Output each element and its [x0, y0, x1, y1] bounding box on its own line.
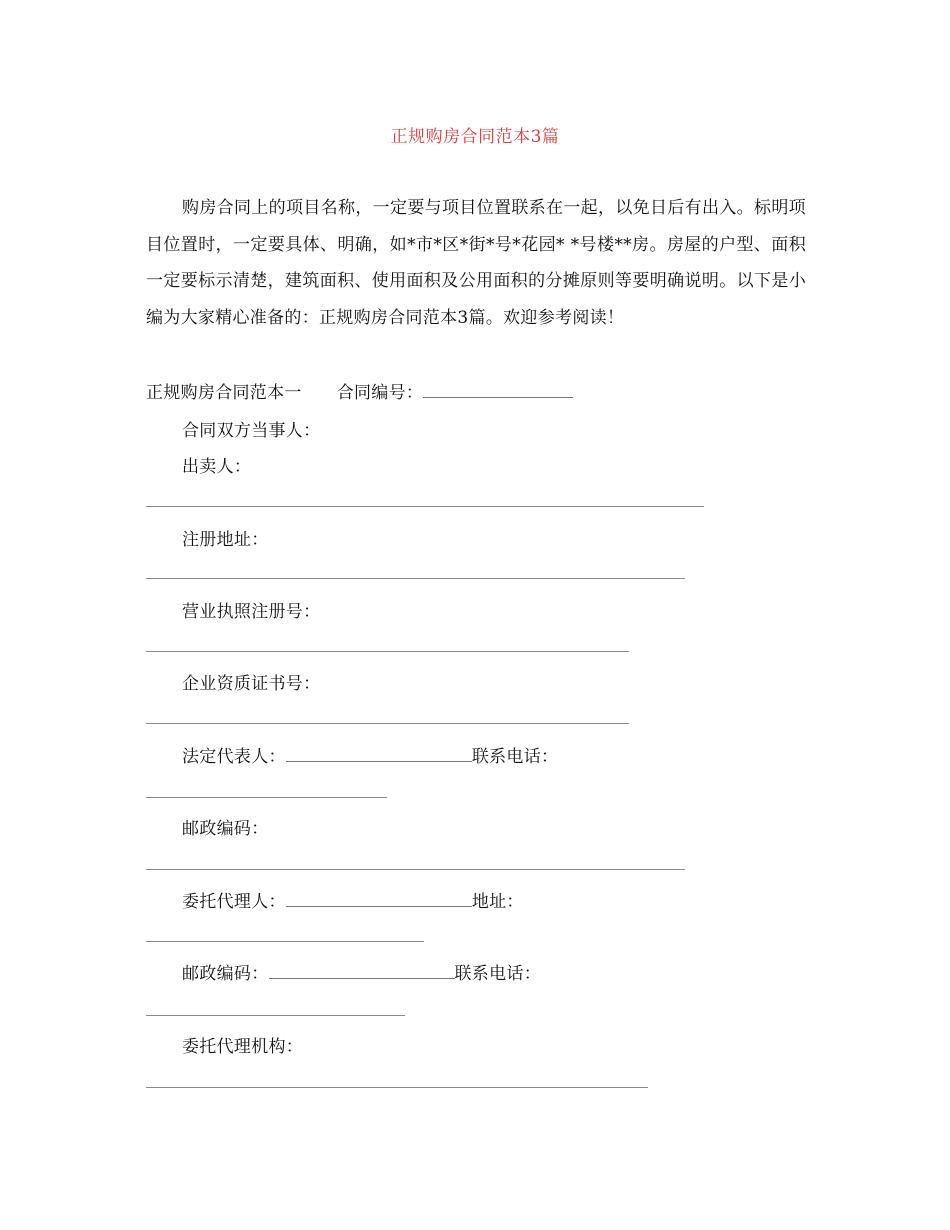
address-label: 地址： — [471, 892, 524, 912]
phone-blank-line — [146, 797, 387, 798]
parties-label: 合同双方当事人： — [182, 421, 321, 441]
postcode2-blank — [269, 964, 455, 979]
postcode-blank-line — [146, 869, 685, 870]
section-heading: 正规购房合同范本一 — [146, 383, 302, 403]
license-label: 营业执照注册号： — [182, 602, 321, 622]
agent-label: 委托代理人： — [182, 892, 286, 912]
legal-rep-label: 法定代表人： — [182, 747, 286, 767]
seller-label: 出卖人： — [182, 457, 252, 477]
license-blank-line — [146, 651, 629, 652]
phone2-label: 联系电话： — [454, 964, 541, 984]
intro-paragraph: 购房合同上的项目名称，一定要与项目位置联系在一起，以免日后有出入。标明项目位置时，一定要具体、明确，如*市*区*街*号*花园* *号楼**房。房屋的户型、面积一定要标示清楚，建筑面积、使用面积及公用面积的分摊原则等要明确说明。以下是小编为大家精心准备的：正规购房合同范本3篇。欢迎参考阅读！ — [146, 198, 806, 328]
postcode2-label: 邮政编码： — [182, 964, 269, 984]
document-title: 正规购房合同范本3篇 — [390, 127, 560, 147]
postcode2-row — [182, 959, 541, 984]
qualification-label: 企业资质证书号： — [182, 674, 321, 694]
reg-address-blank-line — [146, 578, 685, 579]
legal-rep-row — [182, 742, 558, 767]
section-heading-row — [146, 378, 573, 403]
agency-label: 委托代理机构： — [182, 1037, 304, 1057]
qualification-blank-line — [146, 723, 629, 724]
postcode-label: 邮政编码： — [182, 819, 269, 839]
contract-no-blank — [423, 383, 573, 398]
seller-blank-line — [146, 506, 704, 507]
phone-label: 联系电话： — [471, 747, 559, 767]
legal-rep-blank — [286, 747, 472, 762]
agent-blank — [286, 892, 472, 907]
agency-blank-line — [146, 1087, 648, 1088]
contract-no-label: 合同编号： — [336, 383, 424, 403]
agent-row — [182, 887, 524, 912]
phone2-blank-line — [146, 1015, 405, 1016]
reg-address-label: 注册地址： — [182, 530, 269, 550]
address-blank-line — [146, 941, 424, 942]
